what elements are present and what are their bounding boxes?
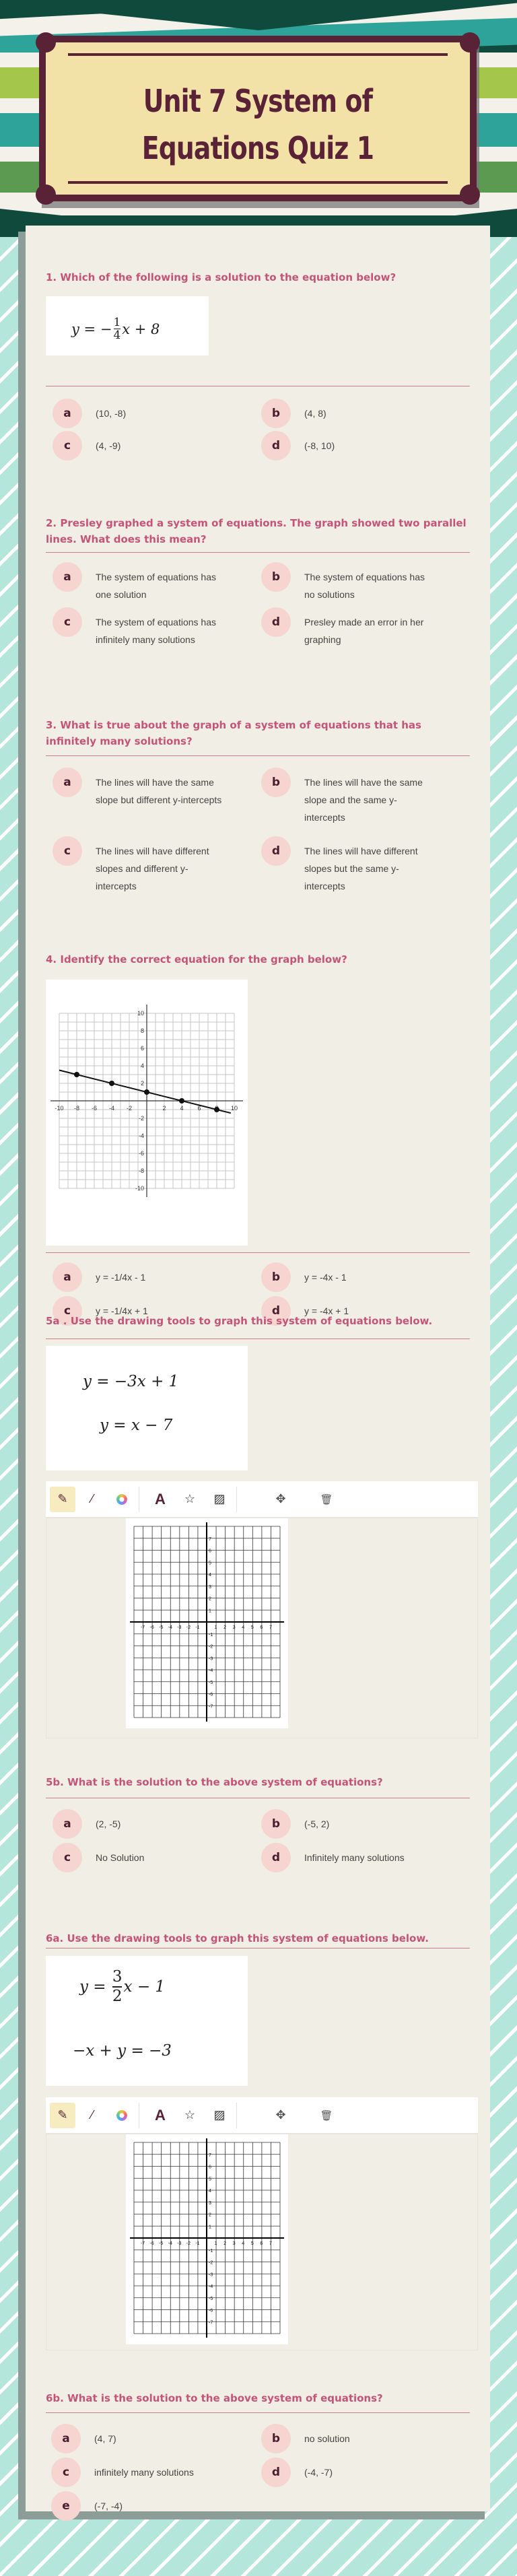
svg-text:1: 1 [214,1625,217,1630]
svg-text:-3: -3 [209,2272,213,2278]
svg-text:4: 4 [180,1105,184,1112]
pencil-tool-icon[interactable]: ✎ [50,1487,75,1512]
svg-text:-4: -4 [168,1625,172,1630]
question-1-option-d[interactable]: d (-8, 10) [261,431,459,461]
svg-text:6: 6 [209,1549,211,1554]
svg-text:-6: -6 [209,1692,213,1697]
svg-text:5: 5 [209,1561,211,1566]
svg-text:7: 7 [209,2153,211,2158]
question-1-equation: y = − 1 4 x + 8 [46,296,209,355]
question-5b-title: 5b. What is the solution to the above system of equations? [46,1776,383,1788]
question-4-graph [46,980,248,1246]
question-4-option-c[interactable]: c y = -1/4x + 1 [53,1296,250,1326]
svg-text:-6: -6 [91,1105,98,1112]
svg-text:-2: -2 [209,2260,213,2266]
svg-text:-8: -8 [138,1167,144,1174]
color-picker-icon[interactable] [109,2103,135,2128]
pencil-tool-icon[interactable]: ✎ [50,2103,75,2128]
title-bottom-rule [68,181,448,184]
question-6b-option-b[interactable]: b no solution [261,2424,459,2453]
question-2-option-a[interactable]: a The system of equations has one solution [53,562,223,603]
svg-text:-2: -2 [186,1625,191,1630]
svg-text:-7: -7 [209,2320,213,2326]
svg-text:-1: -1 [209,2248,213,2253]
question-3-option-c[interactable]: c The lines will have different slopes and different y-intercepts [53,836,223,895]
marker-tool-icon[interactable]: ⁄ [91,2108,94,2122]
coordinate-grid-6a [126,2134,288,2344]
move-tool-icon[interactable]: ✥ [275,2108,286,2122]
color-picker-icon[interactable] [109,1487,135,1512]
question-6b-title: 6b. What is the solution to the above system of equations? [46,2392,383,2404]
svg-text:10: 10 [137,1010,144,1017]
svg-text:7: 7 [209,1536,211,1542]
svg-text:5: 5 [250,1625,254,1630]
svg-text:-4: -4 [108,1105,115,1112]
svg-text:7: 7 [269,2241,272,2246]
drawing-canvas-5a[interactable] [46,1518,478,1738]
question-5b-option-d[interactable]: d Infinitely many solutions [261,1843,459,1872]
svg-text:7: 7 [269,1625,272,1630]
question-4-title: 4. Identify the correct equation for the graph below? [46,953,347,965]
svg-text:-5: -5 [209,2296,213,2301]
header-banner [0,0,517,237]
text-tool-icon[interactable]: A [155,2106,166,2124]
move-tool-icon[interactable]: ✥ [275,1492,286,1505]
svg-text:-6: -6 [149,2241,154,2246]
svg-text:2: 2 [162,1105,166,1112]
svg-text:5: 5 [209,2177,211,2182]
svg-text:-6: -6 [138,1150,144,1157]
svg-text:-7: -7 [140,2241,145,2246]
svg-text:-4: -4 [168,2241,172,2246]
svg-text:2: 2 [223,1625,227,1630]
question-1-option-a[interactable]: a (10, -8) [53,399,250,428]
svg-text:6: 6 [140,1045,144,1052]
question-3-title: 3. What is true about the graph of a system of equations that has infinitely many solutions? [46,719,421,747]
question-5b-option-c[interactable]: c No Solution [53,1843,250,1872]
svg-text:6: 6 [197,1105,201,1112]
drawing-toolbar-6a [46,2097,478,2134]
coordinate-grid-5a [126,1518,288,1728]
question-5a-equations: y = −3x + 1 y = x − 7 [46,1346,248,1470]
question-1-option-c[interactable]: c (4, -9) [53,431,250,461]
image-tool-icon[interactable]: ▨ [213,2108,226,2122]
svg-text:-5: -5 [159,2241,164,2246]
svg-text:3: 3 [232,2241,236,2246]
svg-text:-2: -2 [209,1644,213,1650]
svg-text:-1: -1 [195,2241,200,2246]
question-6b-option-a[interactable]: a (4, 7) [51,2424,249,2453]
svg-text:-2: -2 [138,1115,144,1122]
svg-text:-10: -10 [135,1185,144,1192]
svg-text:6: 6 [260,2241,263,2246]
svg-text:2: 2 [209,2212,211,2218]
question-6b-option-c[interactable]: c infinitely many solutions [51,2458,249,2487]
marker-tool-icon[interactable]: ⁄ [91,1492,94,1505]
svg-text:4: 4 [242,2241,245,2246]
question-2-option-d[interactable]: d Presley made an error in her graphing [261,607,432,648]
svg-text:3: 3 [209,1584,211,1590]
question-1-option-b[interactable]: b (4, 8) [261,399,459,428]
svg-text:-2: -2 [186,2241,191,2246]
question-3-option-b[interactable]: b The lines will have the same slope and the same y-intercepts [261,768,432,826]
question-6b-option-d[interactable]: d (-4, -7) [261,2458,459,2487]
question-6b-option-e[interactable]: e (-7, -4) [51,2491,249,2521]
sticker-tool-icon[interactable]: ☆ [184,2108,196,2122]
svg-text:-7: -7 [140,1625,145,1630]
svg-text:-10: -10 [55,1105,64,1112]
title-top-rule [68,53,448,56]
svg-text:10: 10 [230,1105,238,1112]
question-2-option-b[interactable]: b The system of equations has no solutions [261,562,432,603]
drawing-canvas-6a[interactable] [46,2134,478,2350]
delete-tool-icon[interactable]: 🗑 [320,1493,333,1505]
question-5b-option-b[interactable]: b (-5, 2) [261,1809,459,1839]
sticker-tool-icon[interactable]: ☆ [184,1492,196,1505]
svg-text:4: 4 [242,1625,245,1630]
svg-text:-4: -4 [209,1668,213,1673]
question-5a-title: 5a . Use the drawing tools to graph this system of equations below. [46,1315,433,1327]
svg-text:6: 6 [260,1625,263,1630]
svg-text:4: 4 [209,1573,211,1578]
question-5b-option-a[interactable]: a (2, -5) [53,1809,250,1839]
quiz-panel [26,226,490,2511]
svg-text:-6: -6 [209,2308,213,2313]
svg-text:-7: -7 [209,1704,213,1709]
svg-text:1: 1 [214,2241,217,2246]
svg-text:-5: -5 [209,1680,213,1685]
svg-text:-6: -6 [149,1625,154,1630]
page-title: Unit 7 System of Equations Quiz 1 [141,83,374,166]
svg-text:-1: -1 [195,1625,200,1630]
svg-text:2: 2 [209,1596,211,1602]
svg-text:2: 2 [223,2241,227,2246]
question-4-option-d[interactable]: d y = -4x + 1 [261,1296,459,1326]
svg-text:5: 5 [250,2241,254,2246]
svg-text:-2: -2 [126,1105,133,1112]
question-3-option-a[interactable]: a The lines will have the same slope but different y-intercepts [53,768,223,809]
question-6a-title: 6a. Use the drawing tools to graph this system of equations below. [46,1932,429,1944]
svg-text:3: 3 [232,1625,236,1630]
question-4-option-a[interactable]: a y = -1/4x - 1 [53,1262,250,1292]
svg-text:-8: -8 [73,1105,80,1112]
svg-text:6: 6 [209,2165,211,2170]
svg-text:1: 1 [209,1608,211,1614]
question-2-title: 2. Presley graphed a system of equations. The graph showed two parallel lines. What does this mean? [46,517,467,545]
image-tool-icon[interactable]: ▨ [213,1492,226,1505]
svg-text:-5: -5 [159,1625,164,1630]
svg-text:-4: -4 [138,1132,144,1139]
question-3-option-d[interactable]: d The lines will have different slopes but the same y-intercepts [261,836,432,895]
question-1-title: 1. Which of the following is a solution to the equation below? [46,271,397,283]
svg-text:-3: -3 [177,2241,182,2246]
drawing-toolbar-5a [46,1481,478,1518]
svg-text:8: 8 [140,1027,144,1034]
question-4-option-b[interactable]: b y = -4x - 1 [261,1262,459,1292]
delete-tool-icon[interactable]: 🗑 [320,2109,333,2122]
text-tool-icon[interactable]: A [155,1490,166,1507]
svg-text:2: 2 [140,1080,144,1087]
svg-text:-1: -1 [209,1632,213,1637]
svg-text:4: 4 [140,1062,144,1069]
svg-text:-3: -3 [177,1625,182,1630]
svg-text:3: 3 [209,2200,211,2206]
title-card [39,36,477,201]
svg-text:-4: -4 [209,2284,213,2289]
question-2-option-c[interactable]: c The system of equations has infinitely many solutions [53,607,223,648]
svg-text:1: 1 [209,2225,211,2230]
svg-text:4: 4 [209,2189,211,2194]
svg-text:-3: -3 [209,1656,213,1662]
question-6a-equations: y = 3 2 x − 1 −x + y = −3 [46,1956,248,2086]
